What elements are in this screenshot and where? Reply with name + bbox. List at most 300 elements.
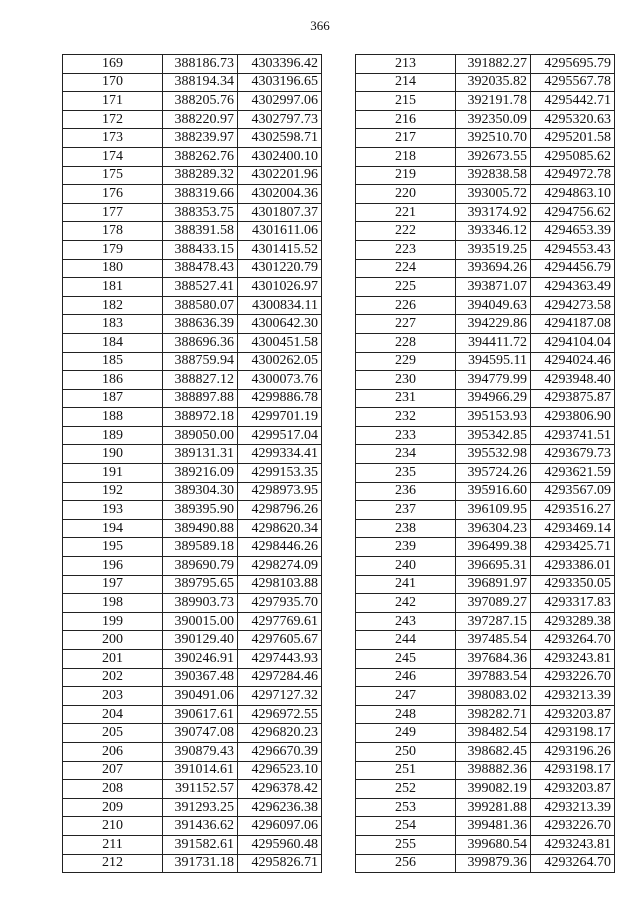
table-row [63, 92, 322, 111]
y-coordinate-cell: 4301611.06 [238, 222, 322, 241]
x-coordinate-cell: 398083.02 [456, 687, 531, 706]
x-coordinate-cell: 388478.43 [163, 259, 238, 278]
point-number-cell: 251 [356, 761, 456, 780]
point-number-cell: 232 [356, 408, 456, 427]
table-row [63, 55, 322, 74]
point-number-cell: 252 [356, 780, 456, 799]
table-row [356, 482, 615, 501]
x-coordinate-cell: 390747.08 [163, 724, 238, 743]
x-coordinate-cell: 397684.36 [456, 650, 531, 669]
table-row [63, 761, 322, 780]
point-number-cell: 213 [356, 55, 456, 74]
x-coordinate-cell: 399281.88 [456, 798, 531, 817]
table-row [356, 668, 615, 687]
x-coordinate-cell: 396109.95 [456, 501, 531, 520]
table-row [356, 203, 615, 222]
table-row [356, 557, 615, 576]
x-coordinate-cell: 399481.36 [456, 817, 531, 836]
y-coordinate-cell: 4296378.42 [238, 780, 322, 799]
y-coordinate-cell: 4299334.41 [238, 445, 322, 464]
y-coordinate-cell: 4293425.71 [531, 538, 615, 557]
point-number-cell: 203 [63, 687, 163, 706]
point-number-cell: 207 [63, 761, 163, 780]
x-coordinate-cell: 392350.09 [456, 110, 531, 129]
point-number-cell: 226 [356, 296, 456, 315]
point-number-cell: 180 [63, 259, 163, 278]
x-coordinate-cell: 389795.65 [163, 575, 238, 594]
y-coordinate-cell: 4297769.61 [238, 612, 322, 631]
table-row [356, 445, 615, 464]
x-coordinate-cell: 391882.27 [456, 55, 531, 74]
table-row [63, 333, 322, 352]
y-coordinate-cell: 4303396.42 [238, 55, 322, 74]
y-coordinate-cell: 4295085.62 [531, 147, 615, 166]
y-coordinate-cell: 4293317.83 [531, 594, 615, 613]
x-coordinate-cell: 390367.48 [163, 668, 238, 687]
y-coordinate-cell: 4301026.97 [238, 278, 322, 297]
table-row [63, 817, 322, 836]
table-row [356, 464, 615, 483]
table-row [63, 464, 322, 483]
y-coordinate-cell: 4301415.52 [238, 240, 322, 259]
table-row [356, 259, 615, 278]
point-number-cell: 240 [356, 557, 456, 576]
point-number-cell: 193 [63, 501, 163, 520]
x-coordinate-cell: 394049.63 [456, 296, 531, 315]
x-coordinate-cell: 393871.07 [456, 278, 531, 297]
x-coordinate-cell: 388391.58 [163, 222, 238, 241]
point-number-cell: 237 [356, 501, 456, 520]
x-coordinate-cell: 391152.57 [163, 780, 238, 799]
point-number-cell: 187 [63, 389, 163, 408]
point-number-cell: 224 [356, 259, 456, 278]
y-coordinate-cell: 4300073.76 [238, 371, 322, 390]
x-coordinate-cell: 396499.38 [456, 538, 531, 557]
x-coordinate-cell: 394779.99 [456, 371, 531, 390]
x-coordinate-cell: 393694.26 [456, 259, 531, 278]
y-coordinate-cell: 4299517.04 [238, 426, 322, 445]
y-coordinate-cell: 4299701.19 [238, 408, 322, 427]
point-number-cell: 169 [63, 55, 163, 74]
y-coordinate-cell: 4303196.65 [238, 73, 322, 92]
y-coordinate-cell: 4297284.46 [238, 668, 322, 687]
y-coordinate-cell: 4293213.39 [531, 687, 615, 706]
y-coordinate-cell: 4293243.81 [531, 835, 615, 854]
x-coordinate-cell: 389690.79 [163, 557, 238, 576]
x-coordinate-cell: 394595.11 [456, 352, 531, 371]
x-coordinate-cell: 396695.31 [456, 557, 531, 576]
table-row [356, 854, 615, 873]
point-number-cell: 184 [63, 333, 163, 352]
point-number-cell: 236 [356, 482, 456, 501]
y-coordinate-cell: 4293264.70 [531, 854, 615, 873]
table-row [356, 687, 615, 706]
table-row [63, 780, 322, 799]
table-row [356, 185, 615, 204]
table-row [63, 445, 322, 464]
x-coordinate-cell: 390129.40 [163, 631, 238, 650]
y-coordinate-cell: 4293203.87 [531, 705, 615, 724]
point-number-cell: 199 [63, 612, 163, 631]
x-coordinate-cell: 397287.15 [456, 612, 531, 631]
x-coordinate-cell: 389589.18 [163, 538, 238, 557]
y-coordinate-cell: 4293213.39 [531, 798, 615, 817]
y-coordinate-cell: 4297443.93 [238, 650, 322, 669]
table-row [356, 538, 615, 557]
y-coordinate-cell: 4293198.17 [531, 724, 615, 743]
x-coordinate-cell: 388972.18 [163, 408, 238, 427]
x-coordinate-cell: 391582.61 [163, 835, 238, 854]
x-coordinate-cell: 391293.25 [163, 798, 238, 817]
y-coordinate-cell: 4293264.70 [531, 631, 615, 650]
point-number-cell: 202 [63, 668, 163, 687]
table-row [63, 798, 322, 817]
x-coordinate-cell: 392510.70 [456, 129, 531, 148]
x-coordinate-cell: 388433.15 [163, 240, 238, 259]
table-row [356, 798, 615, 817]
y-coordinate-cell: 4293875.87 [531, 389, 615, 408]
y-coordinate-cell: 4298796.26 [238, 501, 322, 520]
point-number-cell: 222 [356, 222, 456, 241]
y-coordinate-cell: 4296236.38 [238, 798, 322, 817]
point-number-cell: 198 [63, 594, 163, 613]
y-coordinate-cell: 4301220.79 [238, 259, 322, 278]
table-row [356, 55, 615, 74]
x-coordinate-cell: 388186.73 [163, 55, 238, 74]
point-number-cell: 225 [356, 278, 456, 297]
y-coordinate-cell: 4294972.78 [531, 166, 615, 185]
x-coordinate-cell: 398882.36 [456, 761, 531, 780]
table-row [63, 185, 322, 204]
y-coordinate-cell: 4293289.38 [531, 612, 615, 631]
y-coordinate-cell: 4300262.05 [238, 352, 322, 371]
y-coordinate-cell: 4299153.35 [238, 464, 322, 483]
y-coordinate-cell: 4302201.96 [238, 166, 322, 185]
x-coordinate-cell: 399680.54 [456, 835, 531, 854]
x-coordinate-cell: 388289.32 [163, 166, 238, 185]
table-row [356, 594, 615, 613]
y-coordinate-cell: 4293806.90 [531, 408, 615, 427]
table-row [63, 557, 322, 576]
point-number-cell: 223 [356, 240, 456, 259]
x-coordinate-cell: 391731.18 [163, 854, 238, 873]
table-row [63, 668, 322, 687]
x-coordinate-cell: 393005.72 [456, 185, 531, 204]
point-number-cell: 235 [356, 464, 456, 483]
table-row [63, 259, 322, 278]
table-row [356, 612, 615, 631]
y-coordinate-cell: 4293203.87 [531, 780, 615, 799]
table-row [356, 501, 615, 520]
x-coordinate-cell: 388580.07 [163, 296, 238, 315]
y-coordinate-cell: 4293350.05 [531, 575, 615, 594]
table-row [63, 296, 322, 315]
y-coordinate-cell: 4296972.55 [238, 705, 322, 724]
x-coordinate-cell: 393174.92 [456, 203, 531, 222]
table-row [356, 147, 615, 166]
point-number-cell: 239 [356, 538, 456, 557]
x-coordinate-cell: 389050.00 [163, 426, 238, 445]
table-row [63, 594, 322, 613]
table-row [63, 854, 322, 873]
y-coordinate-cell: 4299886.78 [238, 389, 322, 408]
y-coordinate-cell: 4294756.62 [531, 203, 615, 222]
x-coordinate-cell: 393346.12 [456, 222, 531, 241]
y-coordinate-cell: 4295567.78 [531, 73, 615, 92]
table-row [356, 575, 615, 594]
point-number-cell: 244 [356, 631, 456, 650]
table-row [356, 761, 615, 780]
table-row [63, 742, 322, 761]
table-row [63, 519, 322, 538]
x-coordinate-cell: 388897.88 [163, 389, 238, 408]
x-coordinate-cell: 396891.97 [456, 575, 531, 594]
x-coordinate-cell: 388220.97 [163, 110, 238, 129]
x-coordinate-cell: 388319.66 [163, 185, 238, 204]
table-row [356, 780, 615, 799]
y-coordinate-cell: 4302598.71 [238, 129, 322, 148]
table-row [63, 724, 322, 743]
x-coordinate-cell: 395153.93 [456, 408, 531, 427]
y-coordinate-cell: 4297605.67 [238, 631, 322, 650]
y-coordinate-cell: 4294273.58 [531, 296, 615, 315]
point-number-cell: 190 [63, 445, 163, 464]
point-number-cell: 245 [356, 650, 456, 669]
x-coordinate-cell: 390879.43 [163, 742, 238, 761]
table-row [63, 352, 322, 371]
x-coordinate-cell: 389395.90 [163, 501, 238, 520]
table-row [356, 650, 615, 669]
table-row [63, 240, 322, 259]
point-number-cell: 186 [63, 371, 163, 390]
x-coordinate-cell: 399879.36 [456, 854, 531, 873]
y-coordinate-cell: 4293516.27 [531, 501, 615, 520]
y-coordinate-cell: 4298973.95 [238, 482, 322, 501]
point-number-cell: 188 [63, 408, 163, 427]
point-number-cell: 182 [63, 296, 163, 315]
point-number-cell: 201 [63, 650, 163, 669]
point-number-cell: 250 [356, 742, 456, 761]
point-number-cell: 234 [356, 445, 456, 464]
y-coordinate-cell: 4295960.48 [238, 835, 322, 854]
y-coordinate-cell: 4294104.04 [531, 333, 615, 352]
table-row [356, 835, 615, 854]
y-coordinate-cell: 4294024.46 [531, 352, 615, 371]
point-number-cell: 241 [356, 575, 456, 594]
x-coordinate-cell: 390246.91 [163, 650, 238, 669]
point-number-cell: 233 [356, 426, 456, 445]
point-number-cell: 171 [63, 92, 163, 111]
point-number-cell: 176 [63, 185, 163, 204]
table-row [63, 408, 322, 427]
x-coordinate-cell: 388205.76 [163, 92, 238, 111]
table-row [63, 575, 322, 594]
point-number-cell: 204 [63, 705, 163, 724]
y-coordinate-cell: 4296670.39 [238, 742, 322, 761]
table-row [63, 166, 322, 185]
y-coordinate-cell: 4293196.26 [531, 742, 615, 761]
point-number-cell: 175 [63, 166, 163, 185]
point-number-cell: 208 [63, 780, 163, 799]
x-coordinate-cell: 394966.29 [456, 389, 531, 408]
x-coordinate-cell: 388194.34 [163, 73, 238, 92]
table-row [63, 278, 322, 297]
y-coordinate-cell: 4298103.88 [238, 575, 322, 594]
point-number-cell: 242 [356, 594, 456, 613]
table-row [63, 835, 322, 854]
y-coordinate-cell: 4298446.26 [238, 538, 322, 557]
x-coordinate-cell: 388696.36 [163, 333, 238, 352]
y-coordinate-cell: 4293469.14 [531, 519, 615, 538]
table-row [63, 501, 322, 520]
x-coordinate-cell: 388759.94 [163, 352, 238, 371]
x-coordinate-cell: 392838.58 [456, 166, 531, 185]
table-row [63, 371, 322, 390]
page-number: 366 [310, 18, 330, 33]
point-number-cell: 218 [356, 147, 456, 166]
point-number-cell: 231 [356, 389, 456, 408]
x-coordinate-cell: 395532.98 [456, 445, 531, 464]
point-number-cell: 255 [356, 835, 456, 854]
point-number-cell: 177 [63, 203, 163, 222]
y-coordinate-cell: 4293386.01 [531, 557, 615, 576]
table-row [356, 519, 615, 538]
y-coordinate-cell: 4294187.08 [531, 315, 615, 334]
point-number-cell: 195 [63, 538, 163, 557]
y-coordinate-cell: 4302400.10 [238, 147, 322, 166]
table-row [63, 687, 322, 706]
table-row [63, 203, 322, 222]
x-coordinate-cell: 396304.23 [456, 519, 531, 538]
y-coordinate-cell: 4297935.70 [238, 594, 322, 613]
table-row [63, 538, 322, 557]
x-coordinate-cell: 395916.60 [456, 482, 531, 501]
point-number-cell: 211 [63, 835, 163, 854]
x-coordinate-cell: 393519.25 [456, 240, 531, 259]
point-number-cell: 243 [356, 612, 456, 631]
point-number-cell: 178 [63, 222, 163, 241]
point-number-cell: 214 [356, 73, 456, 92]
table-row [356, 724, 615, 743]
table-row [63, 631, 322, 650]
table-row [356, 222, 615, 241]
x-coordinate-cell: 397485.54 [456, 631, 531, 650]
point-number-cell: 212 [63, 854, 163, 873]
point-number-cell: 205 [63, 724, 163, 743]
y-coordinate-cell: 4294363.49 [531, 278, 615, 297]
x-coordinate-cell: 391014.61 [163, 761, 238, 780]
point-number-cell: 181 [63, 278, 163, 297]
point-number-cell: 196 [63, 557, 163, 576]
point-number-cell: 210 [63, 817, 163, 836]
point-number-cell: 197 [63, 575, 163, 594]
y-coordinate-cell: 4293621.59 [531, 464, 615, 483]
table-row [63, 315, 322, 334]
point-number-cell: 179 [63, 240, 163, 259]
point-number-cell: 209 [63, 798, 163, 817]
y-coordinate-cell: 4296097.06 [238, 817, 322, 836]
table-row [63, 389, 322, 408]
table-row [356, 315, 615, 334]
x-coordinate-cell: 392673.55 [456, 147, 531, 166]
x-coordinate-cell: 394411.72 [456, 333, 531, 352]
y-coordinate-cell: 4293198.17 [531, 761, 615, 780]
x-coordinate-cell: 395342.85 [456, 426, 531, 445]
x-coordinate-cell: 390015.00 [163, 612, 238, 631]
y-coordinate-cell: 4302997.06 [238, 92, 322, 111]
table-row [356, 110, 615, 129]
y-coordinate-cell: 4300834.11 [238, 296, 322, 315]
point-number-cell: 229 [356, 352, 456, 371]
point-number-cell: 200 [63, 631, 163, 650]
table-row [356, 371, 615, 390]
point-number-cell: 173 [63, 129, 163, 148]
coordinates-table-right [355, 54, 615, 873]
y-coordinate-cell: 4293679.73 [531, 445, 615, 464]
point-number-cell: 238 [356, 519, 456, 538]
point-number-cell: 194 [63, 519, 163, 538]
x-coordinate-cell: 398682.45 [456, 742, 531, 761]
table-row [356, 408, 615, 427]
table-row [63, 147, 322, 166]
table-row [356, 296, 615, 315]
x-coordinate-cell: 389304.30 [163, 482, 238, 501]
y-coordinate-cell: 4294456.79 [531, 259, 615, 278]
y-coordinate-cell: 4298620.34 [238, 519, 322, 538]
x-coordinate-cell: 395724.26 [456, 464, 531, 483]
table-row [356, 333, 615, 352]
x-coordinate-cell: 388636.39 [163, 315, 238, 334]
table-row [356, 426, 615, 445]
table-row [356, 166, 615, 185]
y-coordinate-cell: 4295826.71 [238, 854, 322, 873]
table-row [356, 389, 615, 408]
y-coordinate-cell: 4298274.09 [238, 557, 322, 576]
point-number-cell: 215 [356, 92, 456, 111]
x-coordinate-cell: 389216.09 [163, 464, 238, 483]
point-number-cell: 183 [63, 315, 163, 334]
y-coordinate-cell: 4297127.32 [238, 687, 322, 706]
point-number-cell: 216 [356, 110, 456, 129]
y-coordinate-cell: 4295442.71 [531, 92, 615, 111]
x-coordinate-cell: 388827.12 [163, 371, 238, 390]
y-coordinate-cell: 4294863.10 [531, 185, 615, 204]
y-coordinate-cell: 4295695.79 [531, 55, 615, 74]
y-coordinate-cell: 4301807.37 [238, 203, 322, 222]
y-coordinate-cell: 4300451.58 [238, 333, 322, 352]
table-row [63, 426, 322, 445]
point-number-cell: 230 [356, 371, 456, 390]
point-number-cell: 206 [63, 742, 163, 761]
point-number-cell: 189 [63, 426, 163, 445]
point-number-cell: 256 [356, 854, 456, 873]
point-number-cell: 170 [63, 73, 163, 92]
point-number-cell: 220 [356, 185, 456, 204]
y-coordinate-cell: 4294653.39 [531, 222, 615, 241]
point-number-cell: 249 [356, 724, 456, 743]
table-row [356, 817, 615, 836]
coordinates-table-left [62, 54, 322, 873]
table-row [356, 631, 615, 650]
point-number-cell: 254 [356, 817, 456, 836]
table-row [63, 482, 322, 501]
x-coordinate-cell: 394229.86 [456, 315, 531, 334]
x-coordinate-cell: 392191.78 [456, 92, 531, 111]
table-row [356, 352, 615, 371]
y-coordinate-cell: 4293741.51 [531, 426, 615, 445]
x-coordinate-cell: 388262.76 [163, 147, 238, 166]
y-coordinate-cell: 4293226.70 [531, 817, 615, 836]
